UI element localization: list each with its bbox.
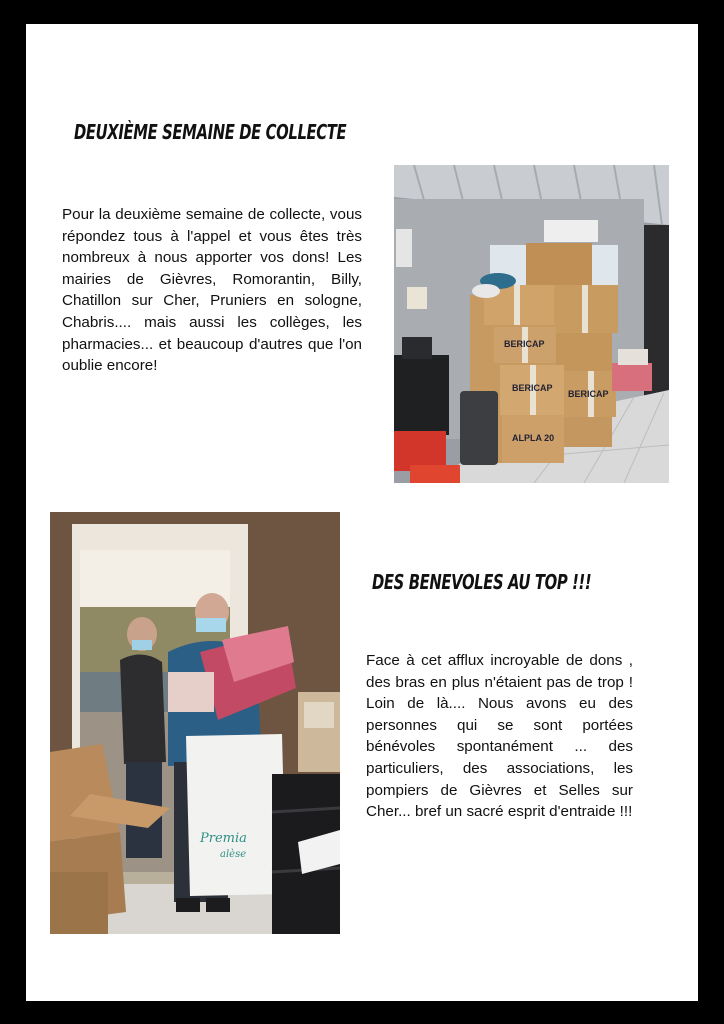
section-heading-collecte: DEUXIÈME SEMAINE DE COLLECTE (74, 120, 347, 144)
box-label: BERICAP (512, 383, 553, 393)
benevoles-paragraph: Face à cet afflux incroyable de dons , des bras en plus n'étaient pas de trop ! Loin de là.... Nous avons eu des personnes qui se sont portées bénévoles spontanément ... des particuliers, des associations, les pompiers de Gièvres et Selles sur Cher... bref un sacré esprit d'entraide !!! (366, 652, 633, 821)
box-label: BERICAP (504, 339, 545, 349)
section-heading-benevoles: DES BENEVOLES AU TOP !!! (372, 570, 592, 594)
volunteers-photo (50, 512, 340, 934)
box-label: ALPLA 20 (512, 433, 555, 443)
box-label: BERICAP (568, 389, 609, 399)
donations-warehouse-photo (394, 165, 669, 483)
collecte-paragraph: Pour la deuxième semaine de collecte, vous répondez tous à l'appel et vous êtes très nombreux à nous apporter vos dons! Les mairies de Gièvres, Romorantin, Billy, Chatillon sur Cher, Pruniers en sologne, Chabris.... mais aussi les collèges, les pharmacies... et beaucoup d'autres que l'on oublie encore! (62, 206, 362, 375)
bag-label-sub: alèse (220, 849, 247, 860)
bag-label: Premia (200, 831, 247, 846)
page (26, 24, 698, 1001)
